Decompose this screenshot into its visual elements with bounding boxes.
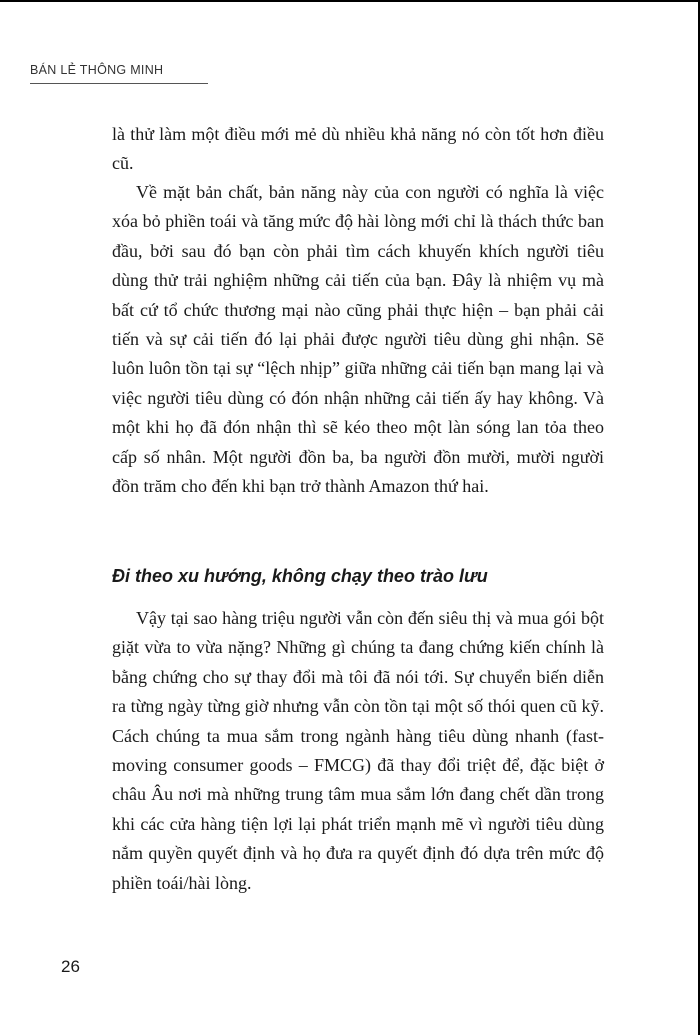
section-heading: Đi theo xu hướng, không chạy theo trào lưu [112,566,488,586]
body-block-2 [112,178,604,501]
page-number: 26 [61,957,80,976]
running-header: BÁN LẺ THÔNG MINH [30,63,164,77]
paragraph: Vậy tại sao hàng triệu người vẫn còn đến siêu thị và mua gói bột giặt vừa to vừa nặng? Những gì chúng ta đang chứng kiến chính là bằng chứng cho sự thay đổi mà tôi đã nói tới. Sự chuyển biến diễn ra từng ngày từng giờ nhưng vẫn còn tồn tại một số thói quen cũ kỹ. Cách chúng ta mua sắm trong ngành hàng tiêu dùng nhanh (fast-moving consumer goods – FMCG) đã thay đổi triệt để, đặc biệt ở châu Âu nơi mà những trung tâm mua sắm lớn đang chết dần trong khi các cửa hàng tiện lợi lại phát triển mạnh mẽ vì người tiêu dùng nắm quyền quyết định và họ đưa ra quyết định đó dựa trên mức độ phiền toái/hài lòng. [112,608,604,893]
page-frame-top [0,0,699,2]
header-rule [30,83,208,84]
body-block-3 [112,604,604,898]
body-block-1 [112,120,604,179]
paragraph-continuation: là thử làm một điều mới mẻ dù nhiều khả năng nó còn tốt hơn điều cũ. [112,124,604,174]
paragraph: Về mặt bản chất, bản năng này của con người có nghĩa là việc xóa bỏ phiền toái và tăng mức độ hài lòng mới chỉ là thách thức ban đầu, bởi sau đó bạn còn phải tìm cách khuyến khích người tiêu dùng thử trải nghiệm những cải tiến của bạn. Đây là nhiệm vụ mà bất cứ tổ chức thương mại nào cũng phải thực hiện – bạn phải cải tiến và sự cải tiến đó lại phải được người tiêu dùng ghi nhận. Sẽ luôn luôn tồn tại sự “lệch nhịp” giữa những cải tiến bạn mang lại và việc người tiêu dùng có đón nhận những cải tiến ấy hay không. Và một khi họ đã đón nhận thì sẽ kéo theo một làn sóng lan tỏa theo cấp số nhân. Một người đồn ba, ba người đồn mười, mười người đồn trăm cho đến khi bạn trở thành Amazon thứ hai. [112,182,604,497]
